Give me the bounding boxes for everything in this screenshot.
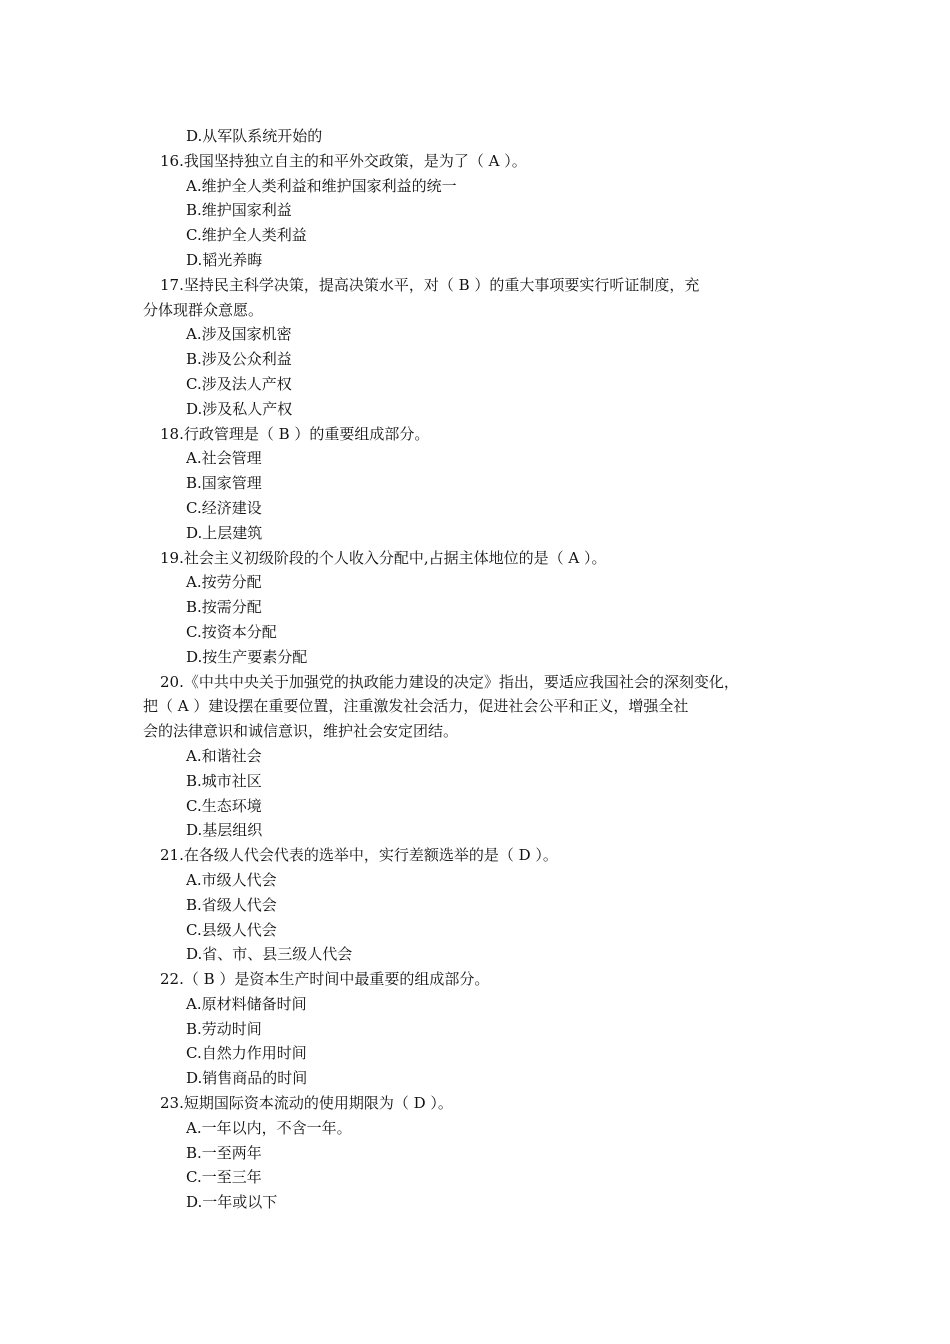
option-text: A.市级人代会	[186, 870, 277, 889]
question-list	[143, 124, 813, 1215]
option-text: C.经济建设	[186, 498, 262, 517]
question-stem-19: 19.社会主义初级阶段的个人收入分配中,占据主体地位的是（ A ）。	[160, 548, 607, 567]
option-text: D.韬光养晦	[186, 250, 263, 269]
option-text: C.按资本分配	[186, 622, 277, 641]
option-text: B.国家管理	[186, 474, 262, 493]
question-stem-21: 21.在各级人代会代表的选举中，实行差额选举的是（ D ）。	[160, 846, 558, 865]
option-text: D.基层组织	[186, 821, 263, 840]
option-text: D.从军队系统开始的	[186, 127, 323, 145]
option-text: D.一年或以下	[186, 1193, 278, 1212]
option-text: A.一年以内，不含一年。	[186, 1118, 352, 1137]
question-stem-16: 16.我国坚持独立自主的和平外交政策，是为了（ A ）。	[160, 151, 527, 170]
option-text: C.涉及法人产权	[186, 374, 292, 393]
option-text: B.城市社区	[186, 771, 262, 790]
question-stem-17: 17.坚持民主科学决策，提高决策水平，对（ B ）的重大事项要实行听证制度，充	[160, 275, 700, 294]
option-text: C.自然力作用时间	[186, 1044, 307, 1063]
question-stem-20: 20.《中共中央关于加强党的执政能力建设的决定》指出，要适应我国社会的深刻变化，	[160, 672, 739, 691]
option-text: A.社会管理	[186, 449, 262, 468]
question-stem-18: 18.行政管理是（ B ）的重要组成部分。	[160, 424, 430, 443]
option-text: C.生态环境	[186, 796, 262, 815]
option-text: B.维护国家利益	[186, 201, 292, 220]
option-text: B.劳动时间	[186, 1019, 262, 1038]
option-text: B.按需分配	[186, 598, 262, 617]
question-stem-17-cont: 分体现群众意愿。	[143, 300, 264, 319]
option-text: D.按生产要素分配	[186, 647, 308, 666]
option-text: C.一至三年	[186, 1168, 262, 1187]
question-stem-20-cont: 把（ A ）建设摆在重要位置，注重激发社会活力，促进社会公平和正义，增强全社	[143, 697, 689, 716]
option-text: A.按劳分配	[186, 573, 262, 592]
option-text: A.涉及国家机密	[186, 325, 292, 344]
option-text: B.省级人代会	[186, 895, 277, 914]
option-text: D.涉及私人产权	[186, 399, 293, 418]
option-text: C.维护全人类利益	[186, 226, 307, 245]
option-text: D.销售商品的时间	[186, 1069, 308, 1088]
option-text: B.涉及公众利益	[186, 350, 292, 369]
question-stem-20-cont: 会的法律意识和诚信意识，维护社会安定团结。	[143, 722, 459, 741]
option-text: C.县级人代会	[186, 920, 277, 939]
question-stem-22: 22.（ B ）是资本生产时间中最重要的组成部分。	[160, 970, 490, 989]
option-text: A.原材料储备时间	[186, 994, 307, 1013]
option-text: A.维护全人类利益和维护国家利益的统一	[186, 176, 457, 195]
option-text: D.省、市、县三级人代会	[186, 945, 353, 964]
option-text: A.和谐社会	[186, 746, 262, 765]
option-text: D.上层建筑	[186, 523, 263, 542]
question-stem-23: 23.短期国际资本流动的使用期限为（ D ）。	[160, 1094, 453, 1113]
option-text: B.一至两年	[186, 1143, 262, 1162]
